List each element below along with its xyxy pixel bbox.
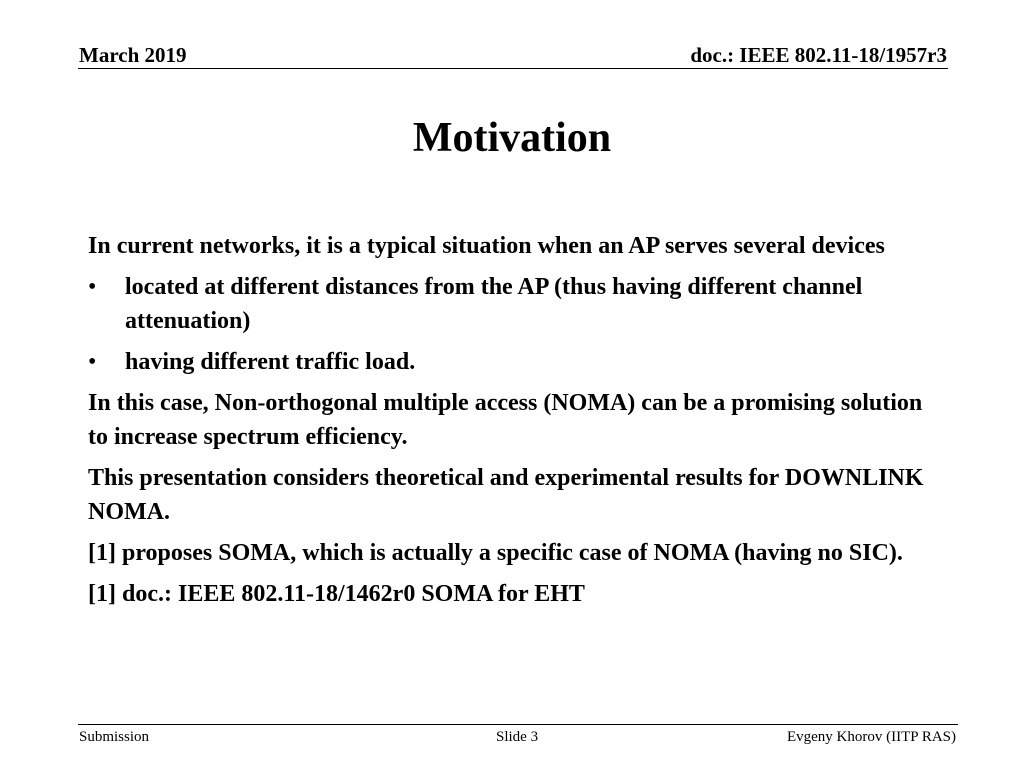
reference-line: [1] doc.: IEEE 802.11-18/1462r0 SOMA for EHT [88, 581, 585, 607]
bullet-text: located at different distances from the AP (thus having different channel attenuation) [125, 274, 863, 334]
bullet-list [88, 270, 928, 379]
slide-body [88, 229, 928, 611]
bullet-item [88, 345, 928, 379]
header-doc-id: doc.: IEEE 802.11-18/1957r3 [690, 43, 947, 67]
slide-title: Motivation [412, 115, 612, 161]
bullet-icon: • [88, 274, 97, 300]
header-divider [78, 68, 948, 69]
footer-divider [78, 724, 958, 725]
soma-paragraph: [1] proposes SOMA, which is actually a specific case of NOMA (having no SIC). [88, 540, 903, 566]
bullet-text: having different traffic load. [125, 349, 416, 375]
intro-paragraph: In current networks, it is a typical situation when an AP serves several devices [88, 233, 885, 259]
bullet-icon: • [88, 349, 97, 375]
footer-author: Evgeny Khorov (IITP RAS) [786, 729, 956, 745]
footer-slide-number: Slide 3 [496, 729, 539, 745]
header-date: March 2019 [79, 43, 187, 67]
downlink-paragraph: This presentation considers theoretical and experimental results for DOWNLINK NOMA. [88, 465, 924, 525]
bullet-item [88, 270, 928, 338]
footer-submission: Submission [79, 729, 150, 745]
noma-paragraph: In this case, Non-orthogonal multiple access (NOMA) can be a promising solution to increase spectrum efficiency. [88, 390, 923, 450]
